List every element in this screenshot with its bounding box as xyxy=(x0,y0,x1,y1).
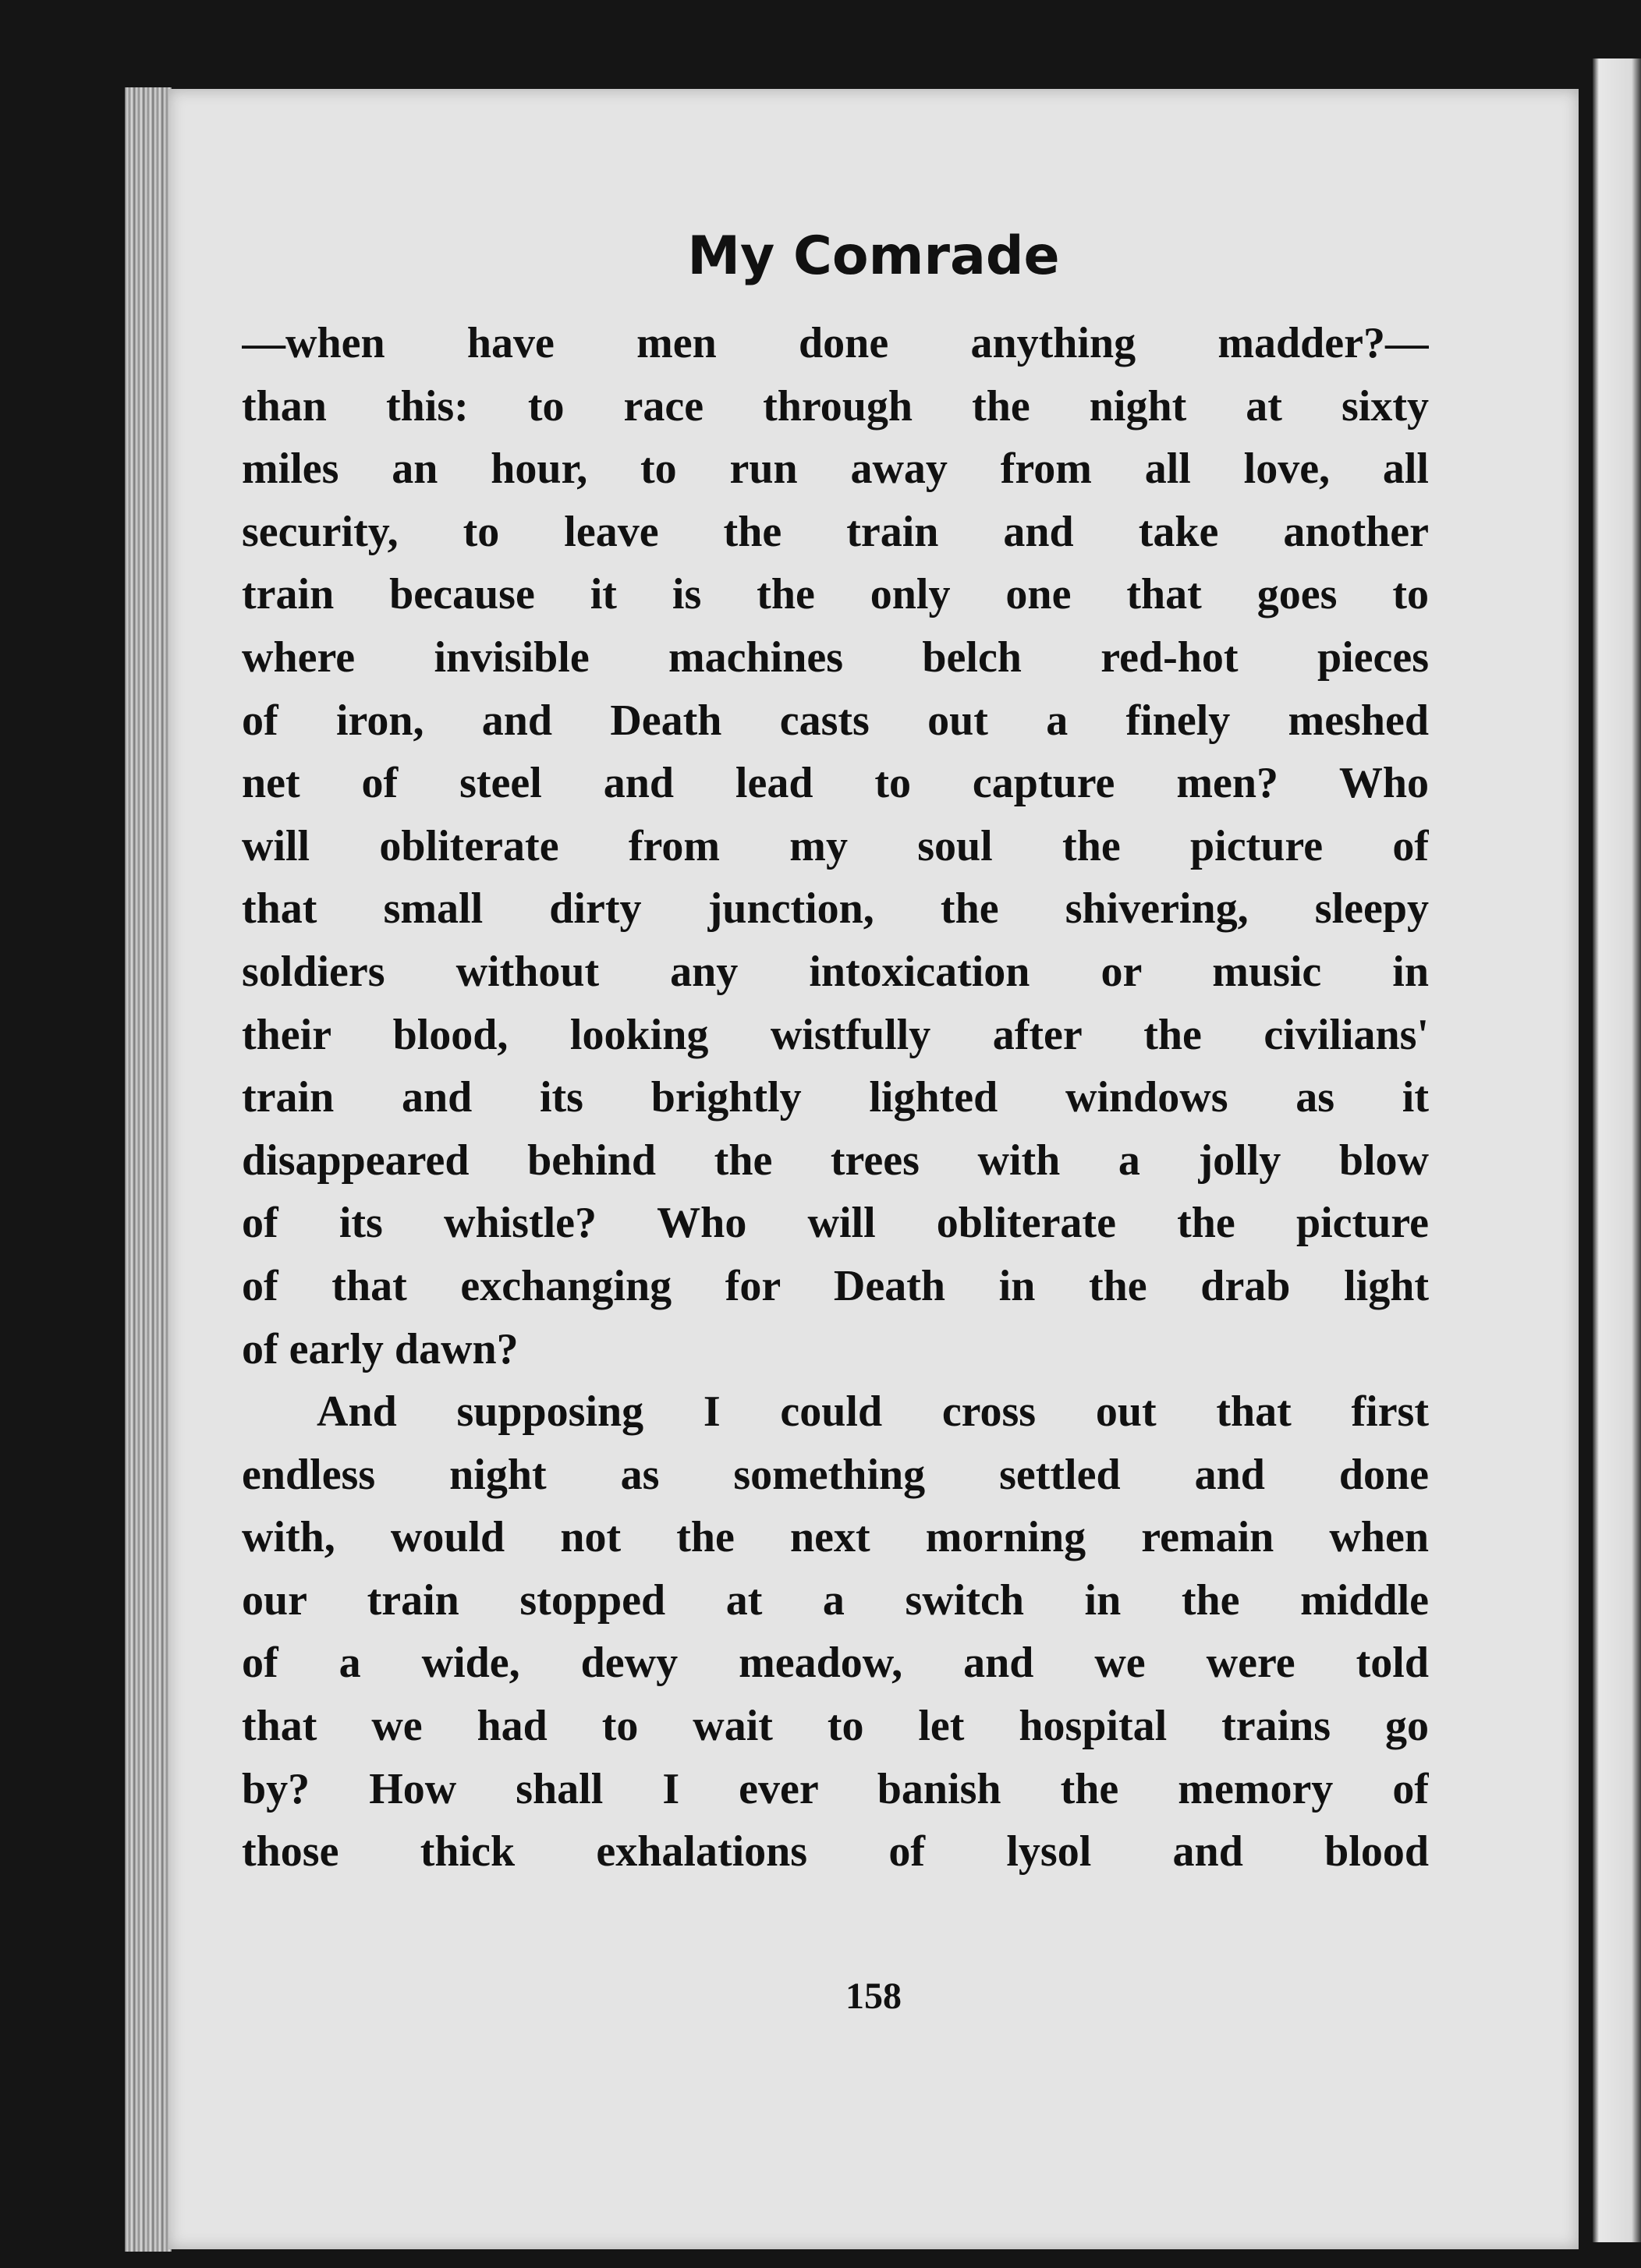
text-line: of early dawn? xyxy=(242,1324,519,1373)
text-line: disappeared behind the trees with a jolly blow xyxy=(242,1136,1429,1185)
text-line: endless night as something settled and done xyxy=(242,1450,1429,1499)
paragraph-2 xyxy=(242,1380,1429,1884)
text-line: of its whistle? Who will obliterate the picture xyxy=(242,1199,1429,1248)
text-line: will obliterate from my soul the picture of xyxy=(242,821,1429,870)
text-line: of that exchanging for Death in the drab light xyxy=(242,1261,1429,1310)
text-line: security, to leave the train and take another xyxy=(242,507,1429,556)
text-line: miles an hour, to run away from all love, all xyxy=(242,445,1429,494)
text-line: that we had to wait to let hospital trains go xyxy=(242,1702,1429,1751)
text-line: that small dirty junction, the shivering, sleepy xyxy=(242,884,1429,934)
page-stack-left-edge xyxy=(125,87,172,2252)
page-number: 158 xyxy=(845,1976,902,2017)
running-head: My Comrade xyxy=(687,225,1060,287)
text-line: our train stopped at a switch in the middle xyxy=(242,1575,1429,1625)
text-line: train and its brightly lighted windows as it xyxy=(242,1073,1429,1122)
text-line: their blood, looking wistfully after the civilians' xyxy=(242,1010,1429,1059)
text-line: train because it is the only one that goes to xyxy=(242,570,1429,619)
page-stack-right-edge xyxy=(1593,58,1641,2242)
text-line: soldiers without any intoxication or music in xyxy=(242,947,1429,996)
body-text xyxy=(242,312,1429,1884)
text-line: net of steel and lead to capture men? Who xyxy=(242,759,1429,808)
text-line: with, would not the next morning remain when xyxy=(242,1513,1429,1562)
paragraph-1 xyxy=(242,312,1429,1380)
text-line: than this: to race through the night at sixty xyxy=(242,381,1429,431)
text-line: And supposing I could cross out that first xyxy=(317,1387,1429,1437)
text-line: where invisible machines belch red-hot pieces xyxy=(242,633,1429,682)
text-line: of a wide, dewy meadow, and we were told xyxy=(242,1639,1429,1688)
text-line: —when have men done anything madder?— xyxy=(242,319,1429,367)
text-line: of iron, and Death casts out a finely meshed xyxy=(242,696,1429,745)
text-line: by? How shall I ever banish the memory of xyxy=(242,1764,1429,1813)
text-line: those thick exhalations of lysol and blood xyxy=(242,1827,1429,1876)
